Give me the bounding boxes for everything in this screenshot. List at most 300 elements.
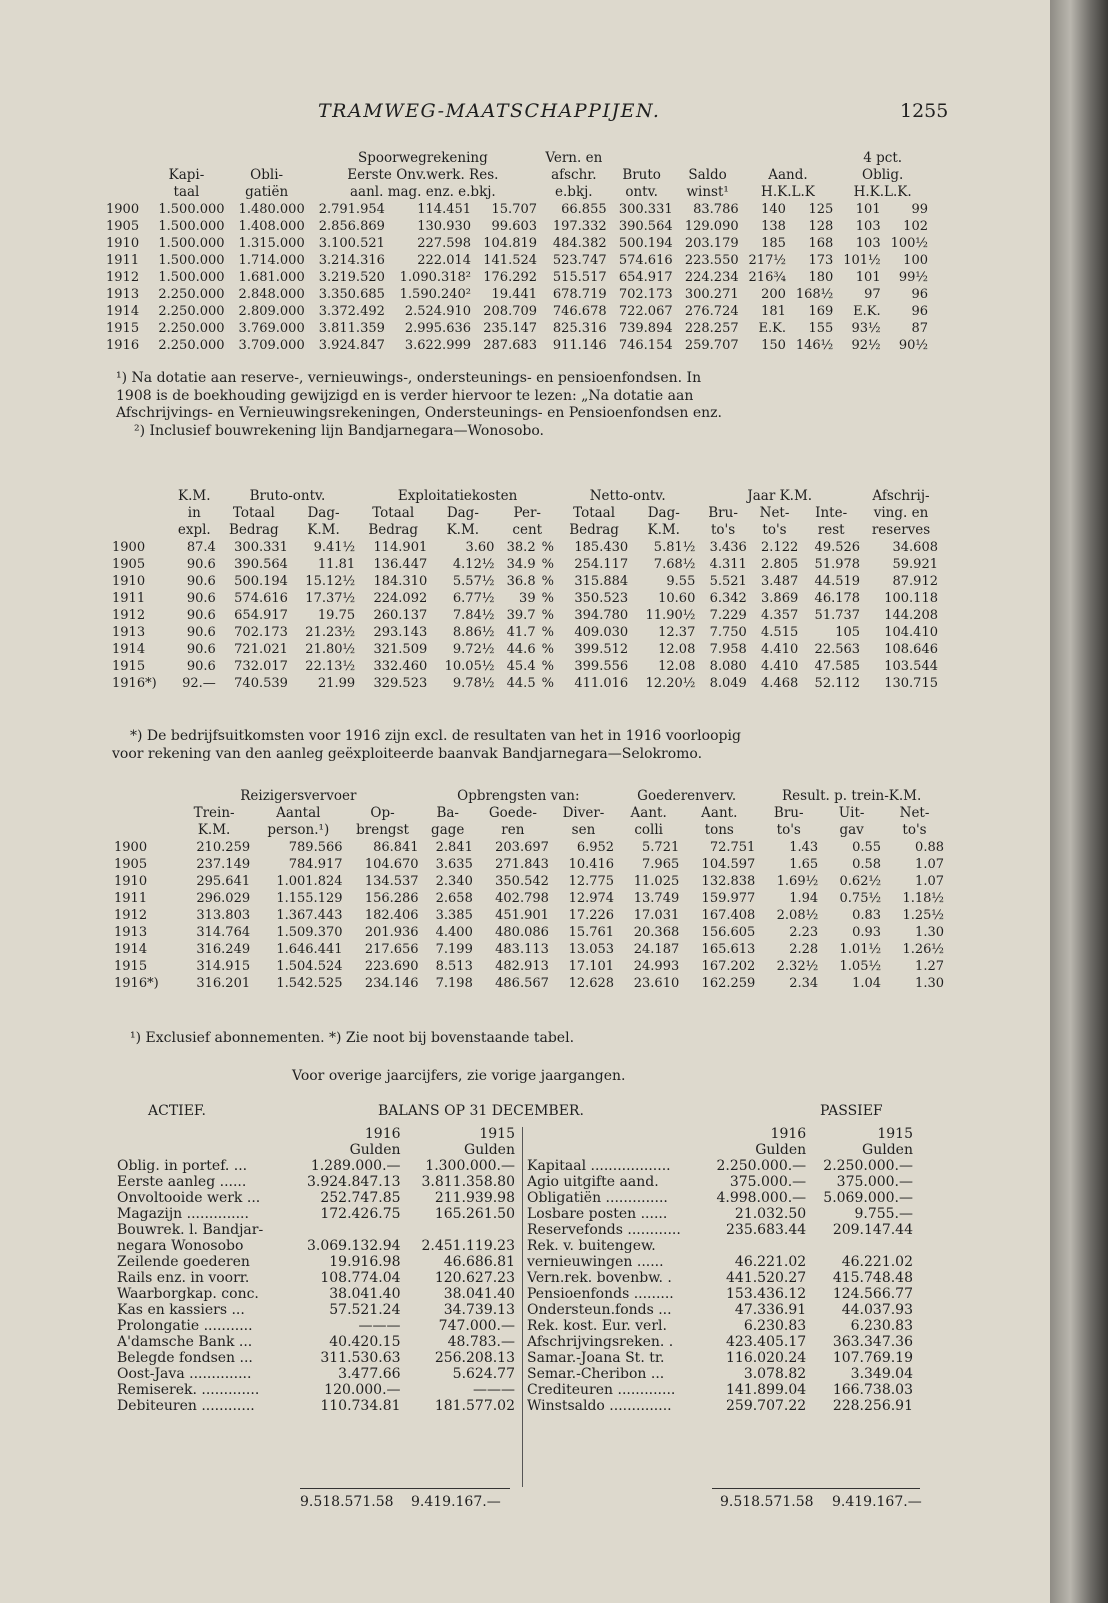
value-cell: 399.556 [574, 659, 629, 674]
unit-label: Gulden [464, 1142, 515, 1158]
balance-header [0, 1103, 1050, 1123]
balance-row [114, 1366, 518, 1382]
value-cell: 3.487 [761, 574, 799, 589]
balance-amount: 259.707.22 [726, 1398, 807, 1414]
value-cell: 789.566 [288, 840, 343, 855]
value-cell: 51.737 [814, 608, 861, 623]
balance-row [114, 1350, 518, 1366]
value-cell: 168 [808, 236, 834, 251]
value-cell: 1.65 [789, 857, 819, 872]
column-header: Kapi- [168, 167, 205, 183]
balance-item: Agio uitgifte aand. [527, 1174, 659, 1190]
value-cell: 15.12½ [305, 574, 356, 589]
balance-item: Crediteuren ............. [527, 1382, 676, 1398]
value-cell: 702.173 [618, 287, 673, 302]
balance-amount: 441.520.27 [726, 1270, 807, 1286]
unit-label: Gulden [349, 1142, 401, 1158]
value-cell: 12.08 [658, 659, 696, 674]
balance-amount: 211.939.98 [434, 1190, 515, 1206]
value-cell: 103.544 [884, 659, 938, 674]
balance-amount: 311.530.63 [320, 1350, 401, 1366]
value-cell: 451.901 [495, 908, 549, 923]
column-header [112, 805, 176, 822]
column-header: Result. p. trein-K.M. [782, 788, 922, 804]
value-cell: 47.585 [814, 659, 861, 674]
value-cell: 394.780 [574, 608, 629, 623]
balance-totals [0, 1494, 1050, 1514]
value-cell: 102 [903, 219, 928, 234]
value-cell: 169 [808, 304, 834, 319]
balance-amount: 120.627.23 [434, 1270, 515, 1286]
balance-item: Obligatiën .............. [527, 1190, 668, 1206]
total-passief-1915: 9.419.167.— [832, 1494, 922, 1510]
column-header [146, 150, 226, 167]
value-cell: 746.154 [618, 338, 673, 353]
value-cell: 296.029 [196, 891, 251, 906]
year-cell: 1900 [112, 540, 146, 555]
financial-table [104, 150, 930, 354]
column-header: Net- [899, 805, 930, 821]
table-row [112, 907, 946, 924]
balance-row [114, 1222, 518, 1238]
column-header: Dag- [647, 505, 680, 521]
value-cell: 0.88 [915, 840, 944, 855]
balance-row [524, 1286, 916, 1302]
balance-row [114, 1398, 518, 1414]
value-cell: 100.118 [884, 591, 938, 606]
balance-item: Semar.-Cheribon ... [527, 1366, 665, 1382]
value-cell: 176.292 [483, 270, 538, 285]
value-cell: 2.32½ [776, 959, 819, 974]
passief-label: PASSIEF [820, 1103, 883, 1119]
balance-item: A'damsche Bank ... [117, 1334, 253, 1350]
value-cell: 654.917 [234, 608, 288, 623]
value-cell: 3.811.359 [318, 321, 385, 336]
value-cell: 223.690 [364, 959, 419, 974]
value-cell: 17.37½ [305, 591, 356, 606]
value-cell: 100 [903, 253, 928, 268]
value-cell: 168½ [795, 287, 834, 302]
value-cell: 3.622.999 [404, 338, 472, 353]
value-cell: 3.214.316 [318, 253, 385, 268]
value-cell: 203.697 [495, 840, 549, 855]
table-row [112, 856, 946, 873]
value-cell: 101 [855, 270, 881, 285]
table-row [104, 201, 930, 218]
value-cell: 200 [761, 287, 786, 302]
year-1916: 1916 [770, 1126, 807, 1142]
table-row [112, 941, 946, 958]
value-cell: 100½ [890, 236, 928, 251]
total-passief-1916: 9.518.571.58 [720, 1494, 814, 1510]
column-header: K.M. [446, 522, 480, 538]
value-cell: E.K. [758, 321, 786, 336]
value-cell: 2.524.910 [404, 304, 472, 319]
value-cell: 484.382 [552, 236, 607, 251]
footnotes-exploitation [112, 728, 942, 763]
balance-item: Zeilende goederen [117, 1254, 250, 1270]
balance-amount: 228.256.91 [832, 1398, 913, 1414]
value-cell: 1.26½ [902, 942, 944, 957]
balance-passief [524, 1126, 916, 1414]
column-header: ren [501, 822, 525, 838]
balance-row [114, 1302, 518, 1318]
column-header: Goederenverv. [637, 788, 737, 804]
balance-row [114, 1206, 518, 1222]
value-cell: 134.537 [364, 874, 419, 889]
table-row [110, 556, 940, 573]
value-cell: 0.62½ [839, 874, 882, 889]
value-cell: 140 [761, 202, 786, 217]
column-header: Aantal [276, 805, 321, 821]
footnote-line: Afschrijvings- en Vernieuwingsrekeningen, Ondersteunings- en Pensioenfondsen enz. [116, 405, 722, 421]
value-cell: 217.656 [364, 942, 419, 957]
footnote-line: 1908 is de boekhouding gewijzigd en is verder hiervoor te lezen: „Na dotatie aan [116, 387, 694, 404]
value-cell: 3.100.521 [318, 236, 385, 251]
balance-row [114, 1270, 518, 1286]
value-cell: 103 [855, 236, 881, 251]
value-cell: 162.259 [701, 976, 756, 991]
balance-amount: 110.734.81 [320, 1398, 401, 1414]
value-cell: 222.014 [417, 253, 472, 268]
value-cell: 313.803 [196, 908, 251, 923]
value-cell: 208.709 [483, 304, 538, 319]
column-header [112, 822, 176, 839]
value-cell: 3.219.520 [318, 270, 385, 285]
value-cell: 136.447 [373, 557, 428, 572]
value-cell: 784.917 [288, 857, 343, 872]
value-cell: 271.843 [495, 857, 549, 872]
column-header: Bedrag [368, 522, 419, 538]
column-header: sen [571, 822, 596, 838]
page-title: TRAMWEG-MAATSCHAPPIJEN. [318, 100, 661, 122]
year-cell: 1914 [112, 642, 146, 657]
value-cell: 22.13½ [305, 659, 356, 674]
value-cell: 234.146 [364, 976, 419, 991]
value-cell: 104.597 [701, 857, 756, 872]
column-header [110, 505, 171, 522]
balance-amount: 46.221.02 [841, 1254, 913, 1270]
value-cell: 12.20½ [645, 676, 696, 691]
value-cell: 228.257 [684, 321, 739, 336]
value-cell: 486.567 [495, 976, 549, 991]
table-row [110, 607, 940, 624]
value-cell: 12.775 [568, 874, 615, 889]
balance-item: negara Wonosobo [117, 1238, 244, 1254]
value-cell: 24.187 [633, 942, 680, 957]
balance-amount: 5.069.000.— [823, 1190, 913, 1206]
value-cell: 90.6 [186, 557, 216, 572]
balance-item: Afschrijvingsreken. . [527, 1334, 674, 1350]
year-cell: 1916*) [114, 976, 159, 991]
value-cell: 4.12½ [452, 557, 495, 572]
balance-row [524, 1174, 916, 1190]
balance-row [524, 1190, 916, 1206]
value-cell: 11.025 [633, 874, 680, 889]
value-cell: 1.001.824 [276, 874, 343, 889]
balance-amount: 9.755.— [854, 1206, 913, 1222]
balance-amount: 363.347.36 [832, 1334, 913, 1350]
value-cell: 34.9 [506, 557, 536, 572]
value-cell: 4.357 [761, 608, 799, 623]
value-cell: 9.72½ [452, 642, 495, 657]
value-cell: 167.408 [701, 908, 756, 923]
value-cell: 129.090 [684, 219, 739, 234]
value-cell: 90.6 [186, 591, 216, 606]
value-cell: 1.509.370 [276, 925, 343, 940]
value-cell: 6.952 [576, 840, 615, 855]
value-cell: 224.234 [684, 270, 739, 285]
value-cell: 259.707 [684, 338, 739, 353]
value-cell: 390.564 [234, 557, 288, 572]
column-header: Bedrag [229, 522, 279, 538]
balance-amount: 423.405.17 [726, 1334, 807, 1350]
value-cell: 746.678 [552, 304, 607, 319]
value-cell: 90.6 [186, 659, 216, 674]
value-cell: 1.07 [915, 857, 944, 872]
header-row [104, 167, 930, 184]
balance-item: Rek. kost. Eur. verl. [527, 1318, 667, 1334]
year-cell: 1900 [114, 840, 148, 855]
value-cell: 210.259 [196, 840, 251, 855]
value-cell: 574.616 [234, 591, 288, 606]
column-header: gav [839, 822, 864, 838]
balance-item: Vern.rek. bovenbw. . [527, 1270, 672, 1286]
balance-item: vernieuwingen ...... [527, 1254, 664, 1270]
balance-amount: 120.000.— [324, 1382, 401, 1398]
value-cell: 7.68½ [653, 557, 696, 572]
column-header: Bruto-ontv. [249, 488, 326, 504]
column-header: Vern. en [545, 150, 603, 166]
value-cell: 7.84½ [452, 608, 495, 623]
value-cell: 159.977 [701, 891, 756, 906]
value-cell: 7.965 [642, 857, 680, 872]
value-cell: 1.25½ [902, 908, 944, 923]
value-cell: 402.798 [495, 891, 549, 906]
year-cell: 1910 [112, 574, 146, 589]
column-header: Net- [759, 505, 790, 521]
year-cell: 1914 [106, 304, 140, 319]
balance-amount: 5.624.77 [452, 1366, 515, 1382]
balance-amount: 235.683.44 [726, 1222, 807, 1238]
value-cell: 2.250.000 [158, 321, 225, 336]
value-cell: 329.523 [373, 676, 428, 691]
balance-amount: 3.477.66 [338, 1366, 401, 1382]
column-header [104, 167, 146, 184]
balance-item: Samar.-Joana St. tr. [527, 1350, 665, 1366]
year-cell: 1913 [112, 625, 146, 640]
table-row [104, 235, 930, 252]
column-header: to's [776, 822, 801, 838]
year-cell: 1915 [106, 321, 140, 336]
value-cell: 2.122 [761, 540, 799, 555]
value-cell: 3.869 [761, 591, 799, 606]
value-cell: 132.838 [701, 874, 756, 889]
value-cell: 217½ [748, 253, 786, 268]
value-cell: 72.751 [709, 840, 756, 855]
balance-item: Oost-Java .............. [117, 1366, 252, 1382]
column-header: K.M. [307, 522, 340, 538]
footnote-traffic: ¹) Exclusief abonnementen. *) Zie noot bij bovenstaande tabel. [130, 1030, 575, 1046]
value-cell: 90.6 [186, 608, 216, 623]
value-cell: 155 [808, 321, 834, 336]
column-header: Afschrij- [872, 488, 930, 504]
value-cell: 185 [761, 236, 786, 251]
value-cell: 87 [911, 321, 928, 336]
value-cell: 86.841 [373, 840, 419, 855]
value-cell: 90.6 [186, 574, 216, 589]
balance-actief [114, 1126, 518, 1414]
value-cell: 722.067 [618, 304, 673, 319]
value-cell: 5.521 [709, 574, 747, 589]
value-cell: 105 [835, 625, 861, 640]
balance-row [524, 1302, 916, 1318]
balance-row [524, 1334, 916, 1350]
column-header: afschr. [551, 167, 597, 183]
value-cell: 1.01½ [839, 942, 882, 957]
column-header: Eerste Onv.werk. Res. [347, 167, 499, 183]
column-header [227, 150, 307, 167]
balance-amount: 181.577.02 [434, 1398, 515, 1414]
value-cell: 52.112 [814, 676, 861, 691]
column-header: Op- [370, 805, 395, 821]
value-cell: 0.58 [852, 857, 882, 872]
value-cell: 150 [761, 338, 786, 353]
value-cell: 2.250.000 [158, 287, 225, 302]
column-header [609, 150, 675, 167]
value-cell: 2.28 [789, 942, 819, 957]
value-cell: 2.791.954 [318, 202, 385, 217]
running-header [0, 100, 1050, 130]
balance-row [524, 1318, 916, 1334]
column-header: Aant. [630, 805, 667, 821]
value-cell: 108.646 [884, 642, 938, 657]
balance-item: Oblig. in portef. ... [117, 1158, 248, 1174]
table-row [112, 839, 946, 856]
value-cell: 9.78½ [452, 676, 495, 691]
year-1916: 1916 [364, 1126, 401, 1142]
balance-row [524, 1238, 916, 1254]
column-header: Bedrag [569, 522, 619, 538]
value-cell: 184.310 [373, 574, 428, 589]
value-cell: 2.340 [435, 874, 473, 889]
value-cell: 104.819 [483, 236, 538, 251]
table-row [104, 252, 930, 269]
value-cell: 3.635 [435, 857, 473, 872]
value-cell: 300.331 [618, 202, 673, 217]
value-cell: 99 [911, 202, 928, 217]
balance-row [524, 1254, 916, 1270]
value-cell: 300.331 [234, 540, 288, 555]
value-cell: 24.993 [633, 959, 680, 974]
column-header: H.K.L.K. [853, 184, 912, 200]
column-header: gage [431, 822, 465, 838]
value-cell: 15.761 [568, 925, 615, 940]
value-cell: 480.086 [495, 925, 549, 940]
column-header: Bru- [708, 505, 738, 521]
year-cell: 1905 [114, 857, 148, 872]
value-cell: % [541, 540, 554, 555]
year-1915: 1915 [877, 1126, 913, 1142]
value-cell: 173 [808, 253, 834, 268]
value-cell: 224.092 [373, 591, 428, 606]
year-cell: 1915 [114, 959, 148, 974]
balance-row [524, 1206, 916, 1222]
balance-row [524, 1382, 916, 1398]
column-header: Bru- [773, 805, 804, 821]
value-cell: 4.400 [435, 925, 473, 940]
column-header: K.M. [647, 522, 680, 538]
value-cell: 1.714.000 [238, 253, 305, 268]
table-row [104, 286, 930, 303]
column-header: Netto-ontv. [589, 488, 666, 504]
column-header: Dag- [307, 505, 340, 521]
value-cell: 83.786 [693, 202, 739, 217]
value-cell: 19.75 [317, 608, 356, 623]
value-cell: 4.311 [709, 557, 747, 572]
value-cell: 13.053 [568, 942, 615, 957]
balance-item: Eerste aanleg ...... [117, 1174, 247, 1190]
value-cell: % [541, 659, 554, 674]
year-cell: 1905 [112, 557, 146, 572]
table-row [110, 641, 940, 658]
year-cell: 1911 [114, 891, 148, 906]
footnote-line: voor rekening van den aanleg geëxploiteerde baanvak Bandjarnegara—Selokromo. [112, 745, 703, 762]
column-header: Totaal [573, 505, 616, 521]
value-cell: 1.69½ [776, 874, 819, 889]
balance-amount: 166.738.03 [832, 1382, 913, 1398]
value-cell: 96 [911, 304, 928, 319]
value-cell: 101 [855, 202, 881, 217]
column-header: e.bkj. [555, 184, 593, 200]
balance-amount: 47.336.91 [734, 1302, 807, 1318]
value-cell: 36.8 [506, 574, 536, 589]
value-cell: 20.368 [633, 925, 680, 940]
column-header: tons [704, 822, 734, 838]
balance-row [114, 1318, 518, 1334]
value-cell: 223.550 [684, 253, 739, 268]
value-cell: 66.855 [561, 202, 607, 217]
header-row [110, 522, 940, 539]
value-cell: 87.912 [892, 574, 938, 589]
balance-item: Ondersteun.fonds ... [527, 1302, 672, 1318]
balance-amount [289, 1222, 403, 1238]
balance-row [524, 1350, 916, 1366]
column-header: brengst [356, 822, 409, 838]
balance-amount: 124.566.77 [832, 1286, 913, 1302]
year-cell: 1910 [106, 236, 140, 251]
column-header: Obli- [250, 167, 284, 183]
balance-amount: 6.230.83 [850, 1318, 913, 1334]
value-cell: 3.709.000 [238, 338, 305, 353]
value-cell: 90½ [898, 338, 928, 353]
column-header: to's [762, 522, 787, 538]
balance-amount: 209.147.44 [832, 1222, 913, 1238]
value-cell: 39 [519, 591, 536, 606]
value-cell: 5.57½ [452, 574, 495, 589]
year-cell: 1911 [106, 253, 140, 268]
value-cell: 350.523 [574, 591, 629, 606]
balance-item: Bouwrek. l. Bandjar- [117, 1222, 264, 1238]
value-cell: 332.460 [373, 659, 428, 674]
column-header: to's [902, 822, 927, 838]
footnotes-financial [116, 370, 936, 440]
value-cell: 165.613 [701, 942, 756, 957]
value-cell: 2.848.000 [238, 287, 305, 302]
year-cell: 1912 [106, 270, 140, 285]
value-cell: 90.6 [186, 625, 216, 640]
value-cell: 22.563 [814, 642, 861, 657]
